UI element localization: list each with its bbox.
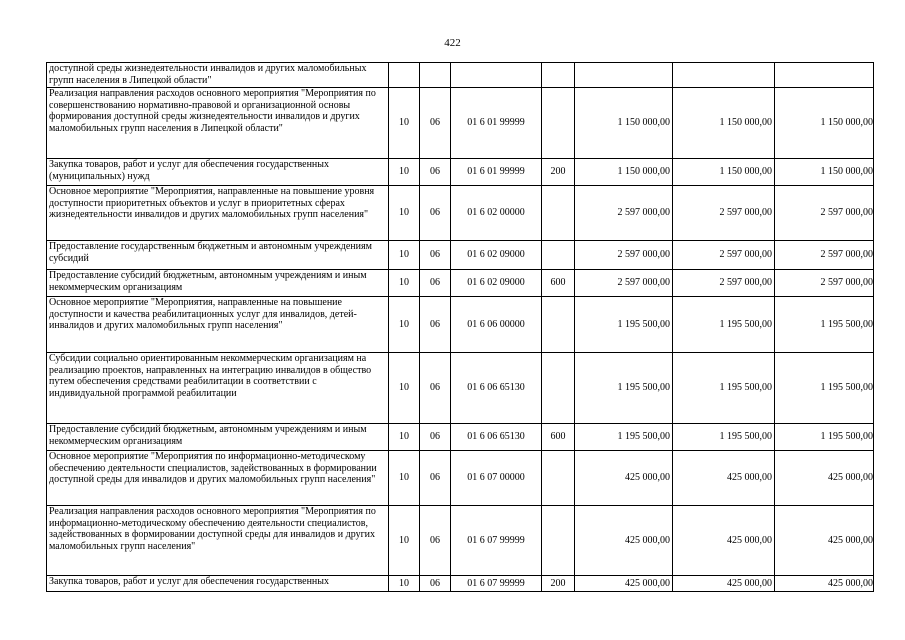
subsection-code: 06 <box>420 270 451 297</box>
amount-year-1: 1 150 000,00 <box>575 88 673 159</box>
subsection-code <box>420 63 451 88</box>
expense-type-code <box>542 451 575 506</box>
expense-type-code: 600 <box>542 270 575 297</box>
subsection-code: 06 <box>420 241 451 270</box>
table-row <box>47 424 874 451</box>
target-article-code: 01 6 01 99999 <box>451 159 542 186</box>
table-row <box>47 451 874 506</box>
subsection-code: 06 <box>420 159 451 186</box>
target-article-code: 01 6 02 09000 <box>451 241 542 270</box>
expense-type-code <box>542 297 575 353</box>
expense-type-code <box>542 186 575 241</box>
section-code <box>389 63 420 88</box>
table-row <box>47 506 874 576</box>
target-article-code <box>451 63 542 88</box>
amount-year-3: 425 000,00 <box>775 451 874 506</box>
target-article-code: 01 6 07 99999 <box>451 576 542 592</box>
amount-year-3 <box>775 63 874 88</box>
row-name: Субсидии социально ориентированным некоммерческим организациям на реализацию проектов, направленных на интеграцию инвалидов в общество путем обеспечения средствами реабилитации в соответствии с индивидуальной программой реабилитации <box>47 353 389 424</box>
table-row <box>47 576 874 592</box>
amount-year-2: 1 195 500,00 <box>673 297 775 353</box>
table-row <box>47 270 874 297</box>
table-row <box>47 63 874 88</box>
amount-year-2: 2 597 000,00 <box>673 270 775 297</box>
row-name: доступной среды жизнедеятельности инвалидов и других маломобильных групп населения в Липецкой области" <box>47 63 389 88</box>
expense-type-code <box>542 88 575 159</box>
amount-year-3: 1 150 000,00 <box>775 159 874 186</box>
amount-year-3: 1 150 000,00 <box>775 88 874 159</box>
target-article-code: 01 6 06 65130 <box>451 353 542 424</box>
amount-year-1: 2 597 000,00 <box>575 241 673 270</box>
amount-year-1: 2 597 000,00 <box>575 186 673 241</box>
expense-type-code <box>542 241 575 270</box>
target-article-code: 01 6 06 65130 <box>451 424 542 451</box>
amount-year-3: 425 000,00 <box>775 576 874 592</box>
expense-type-code <box>542 63 575 88</box>
amount-year-2: 2 597 000,00 <box>673 186 775 241</box>
page-number: 422 <box>444 37 461 49</box>
section-code: 10 <box>389 297 420 353</box>
row-name: Реализация направления расходов основного мероприятия "Мероприятия по совершенствованию нормативно-правовой и организационной основы формирования доступной среды жизнедеятельности инвалидов и других маломобильных групп населения в Липецкой области" <box>47 88 389 159</box>
amount-year-1: 425 000,00 <box>575 576 673 592</box>
subsection-code: 06 <box>420 506 451 576</box>
expense-type-code: 600 <box>542 424 575 451</box>
row-name: Предоставление государственным бюджетным и автономным учреждениям субсидий <box>47 241 389 270</box>
section-code: 10 <box>389 186 420 241</box>
expense-type-code <box>542 506 575 576</box>
expense-type-code: 200 <box>542 159 575 186</box>
section-code: 10 <box>389 88 420 159</box>
section-code: 10 <box>389 576 420 592</box>
row-name: Предоставление субсидий бюджетным, автономным учреждениям и иным некоммерческим организациям <box>47 270 389 297</box>
table-row <box>47 186 874 241</box>
amount-year-3: 1 195 500,00 <box>775 424 874 451</box>
amount-year-3: 2 597 000,00 <box>775 270 874 297</box>
subsection-code: 06 <box>420 576 451 592</box>
amount-year-2 <box>673 63 775 88</box>
amount-year-2: 1 195 500,00 <box>673 353 775 424</box>
section-code: 10 <box>389 270 420 297</box>
amount-year-2: 1 150 000,00 <box>673 159 775 186</box>
section-code: 10 <box>389 424 420 451</box>
section-code: 10 <box>389 241 420 270</box>
amount-year-3: 1 195 500,00 <box>775 297 874 353</box>
amount-year-2: 425 000,00 <box>673 576 775 592</box>
subsection-code: 06 <box>420 451 451 506</box>
amount-year-1: 425 000,00 <box>575 451 673 506</box>
target-article-code: 01 6 02 09000 <box>451 270 542 297</box>
target-article-code: 01 6 01 99999 <box>451 88 542 159</box>
row-name: Реализация направления расходов основного мероприятия "Мероприятия по информационно-методическому обеспечению деятельности специалистов, задействованных в формировании доступной среды для инвалидов и других маломобильных групп населения" <box>47 506 389 576</box>
target-article-code: 01 6 07 99999 <box>451 506 542 576</box>
amount-year-1 <box>575 63 673 88</box>
target-article-code: 01 6 06 00000 <box>451 297 542 353</box>
amount-year-1: 425 000,00 <box>575 506 673 576</box>
subsection-code: 06 <box>420 424 451 451</box>
amount-year-2: 425 000,00 <box>673 506 775 576</box>
expense-type-code <box>542 353 575 424</box>
subsection-code: 06 <box>420 297 451 353</box>
amount-year-2: 2 597 000,00 <box>673 241 775 270</box>
table-row <box>47 241 874 270</box>
budget-table-body <box>47 63 874 592</box>
section-code: 10 <box>389 159 420 186</box>
amount-year-1: 1 195 500,00 <box>575 424 673 451</box>
section-code: 10 <box>389 353 420 424</box>
amount-year-3: 2 597 000,00 <box>775 241 874 270</box>
amount-year-3: 1 195 500,00 <box>775 353 874 424</box>
target-article-code: 01 6 07 00000 <box>451 451 542 506</box>
subsection-code: 06 <box>420 186 451 241</box>
table-row <box>47 88 874 159</box>
subsection-code: 06 <box>420 88 451 159</box>
amount-year-1: 1 150 000,00 <box>575 159 673 186</box>
table-row <box>47 353 874 424</box>
amount-year-1: 1 195 500,00 <box>575 353 673 424</box>
amount-year-2: 1 150 000,00 <box>673 88 775 159</box>
amount-year-2: 425 000,00 <box>673 451 775 506</box>
row-name: Закупка товаров, работ и услуг для обеспечения государственных <box>47 576 389 592</box>
row-name: Основное мероприятие "Мероприятия, направленные на повышение уровня доступности приоритетных объектов и услуг в приоритетных сферах жизнедеятельности инвалидов и других маломобильных групп населения" <box>47 186 389 241</box>
target-article-code: 01 6 02 00000 <box>451 186 542 241</box>
row-name: Основное мероприятие "Мероприятия, направленные на повышение доступности и качества реабилитационных услуг для инвалидов, детей-инвалидов и других маломобильных групп населения" <box>47 297 389 353</box>
amount-year-3: 2 597 000,00 <box>775 186 874 241</box>
section-code: 10 <box>389 506 420 576</box>
expense-type-code: 200 <box>542 576 575 592</box>
amount-year-1: 2 597 000,00 <box>575 270 673 297</box>
row-name: Основное мероприятие "Мероприятия по информационно-методическому обеспечению деятельности специалистов, задействованных в формировании доступной среды для инвалидов и других маломобильных групп населения" <box>47 451 389 506</box>
budget-table <box>46 62 874 592</box>
row-name: Закупка товаров, работ и услуг для обеспечения государственных (муниципальных) нужд <box>47 159 389 186</box>
row-name: Предоставление субсидий бюджетным, автономным учреждениям и иным некоммерческим организациям <box>47 424 389 451</box>
amount-year-1: 1 195 500,00 <box>575 297 673 353</box>
table-row <box>47 297 874 353</box>
subsection-code: 06 <box>420 353 451 424</box>
amount-year-3: 425 000,00 <box>775 506 874 576</box>
table-row <box>47 159 874 186</box>
amount-year-2: 1 195 500,00 <box>673 424 775 451</box>
section-code: 10 <box>389 451 420 506</box>
